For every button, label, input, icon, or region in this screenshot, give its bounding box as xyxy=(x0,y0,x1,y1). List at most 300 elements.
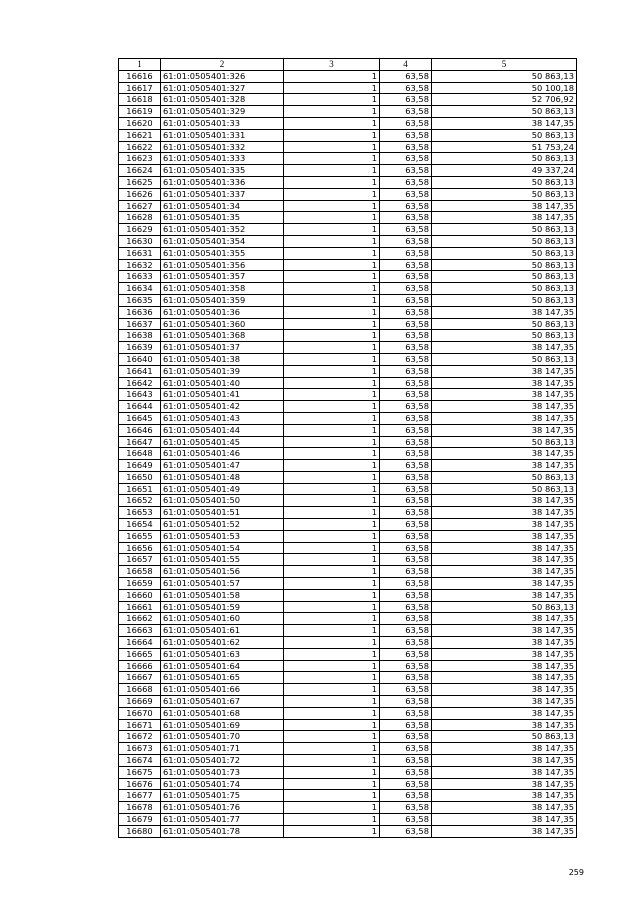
area-cell: 63,58 xyxy=(380,542,432,554)
count-cell: 1 xyxy=(284,684,380,696)
count-cell: 1 xyxy=(284,743,380,755)
value-cell: 50 863,13 xyxy=(432,259,577,271)
table-row xyxy=(119,424,577,436)
count-cell: 1 xyxy=(284,814,380,826)
count-cell: 1 xyxy=(284,377,380,389)
row-number-cell: 16659 xyxy=(119,578,161,590)
cadastral-number-cell: 61:01:0505401:45 xyxy=(161,436,284,448)
count-cell: 1 xyxy=(284,129,380,141)
cadastral-number-cell: 61:01:0505401:332 xyxy=(161,141,284,153)
row-number-cell: 16617 xyxy=(119,82,161,94)
table-row xyxy=(119,554,577,566)
table-row xyxy=(119,82,577,94)
cadastral-number-cell: 61:01:0505401:75 xyxy=(161,790,284,802)
cadastral-number-cell: 61:01:0505401:48 xyxy=(161,471,284,483)
cadastral-number-cell: 61:01:0505401:41 xyxy=(161,389,284,401)
count-cell: 1 xyxy=(284,601,380,613)
table-row xyxy=(119,578,577,590)
row-number-cell: 16637 xyxy=(119,318,161,330)
cadastral-number-cell: 61:01:0505401:64 xyxy=(161,660,284,672)
cadastral-number-cell: 61:01:0505401:368 xyxy=(161,330,284,342)
area-cell: 63,58 xyxy=(380,188,432,200)
table-row xyxy=(119,70,577,82)
row-number-cell: 16636 xyxy=(119,306,161,318)
row-number-cell: 16679 xyxy=(119,814,161,826)
table-row xyxy=(119,625,577,637)
cadastral-number-cell: 61:01:0505401:60 xyxy=(161,613,284,625)
value-cell: 50 863,13 xyxy=(432,601,577,613)
cadastral-number-cell: 61:01:0505401:46 xyxy=(161,448,284,460)
count-cell: 1 xyxy=(284,613,380,625)
table-row xyxy=(119,601,577,613)
value-cell: 38 147,35 xyxy=(432,802,577,814)
area-cell: 63,58 xyxy=(380,342,432,354)
row-number-cell: 16665 xyxy=(119,648,161,660)
value-cell: 38 147,35 xyxy=(432,578,577,590)
row-number-cell: 16616 xyxy=(119,70,161,82)
cadastral-number-cell: 61:01:0505401:326 xyxy=(161,70,284,82)
value-cell: 50 863,13 xyxy=(432,436,577,448)
count-cell: 1 xyxy=(284,637,380,649)
row-number-cell: 16630 xyxy=(119,235,161,247)
value-cell: 38 147,35 xyxy=(432,448,577,460)
row-number-cell: 16646 xyxy=(119,424,161,436)
value-cell: 49 337,24 xyxy=(432,165,577,177)
row-number-cell: 16619 xyxy=(119,106,161,118)
table-row xyxy=(119,660,577,672)
count-cell: 1 xyxy=(284,283,380,295)
area-cell: 63,58 xyxy=(380,141,432,153)
table-row xyxy=(119,778,577,790)
value-cell: 50 863,13 xyxy=(432,330,577,342)
area-cell: 63,58 xyxy=(380,660,432,672)
value-cell: 50 100,18 xyxy=(432,82,577,94)
cadastral-number-cell: 61:01:0505401:51 xyxy=(161,507,284,519)
table-row xyxy=(119,707,577,719)
area-cell: 63,58 xyxy=(380,283,432,295)
table-row xyxy=(119,507,577,519)
table-body xyxy=(119,70,577,837)
cadastral-number-cell: 61:01:0505401:76 xyxy=(161,802,284,814)
table-row xyxy=(119,589,577,601)
count-cell: 1 xyxy=(284,141,380,153)
table-row xyxy=(119,743,577,755)
cadastral-number-cell: 61:01:0505401:52 xyxy=(161,519,284,531)
column-header-2: 2 xyxy=(161,59,284,71)
area-cell: 63,58 xyxy=(380,578,432,590)
area-cell: 63,58 xyxy=(380,507,432,519)
table-row xyxy=(119,448,577,460)
row-number-cell: 16623 xyxy=(119,153,161,165)
table-row xyxy=(119,637,577,649)
cadastral-number-cell: 61:01:0505401:54 xyxy=(161,542,284,554)
cadastral-number-cell: 61:01:0505401:328 xyxy=(161,94,284,106)
table-row xyxy=(119,495,577,507)
cadastral-number-cell: 61:01:0505401:40 xyxy=(161,377,284,389)
row-number-cell: 16671 xyxy=(119,719,161,731)
count-cell: 1 xyxy=(284,696,380,708)
cadastral-number-cell: 61:01:0505401:37 xyxy=(161,342,284,354)
count-cell: 1 xyxy=(284,389,380,401)
count-cell: 1 xyxy=(284,625,380,637)
cadastral-number-cell: 61:01:0505401:50 xyxy=(161,495,284,507)
area-cell: 63,58 xyxy=(380,389,432,401)
count-cell: 1 xyxy=(284,790,380,802)
value-cell: 38 147,35 xyxy=(432,755,577,767)
area-cell: 63,58 xyxy=(380,460,432,472)
column-header-5: 5 xyxy=(432,59,577,71)
cadastral-number-cell: 61:01:0505401:327 xyxy=(161,82,284,94)
value-cell: 50 863,13 xyxy=(432,731,577,743)
row-number-cell: 16669 xyxy=(119,696,161,708)
table-row xyxy=(119,460,577,472)
area-cell: 63,58 xyxy=(380,495,432,507)
count-cell: 1 xyxy=(284,495,380,507)
count-cell: 1 xyxy=(284,507,380,519)
value-cell: 50 863,13 xyxy=(432,153,577,165)
table-row xyxy=(119,613,577,625)
area-cell: 63,58 xyxy=(380,129,432,141)
area-cell: 63,58 xyxy=(380,637,432,649)
row-number-cell: 16668 xyxy=(119,684,161,696)
count-cell: 1 xyxy=(284,212,380,224)
table-row xyxy=(119,365,577,377)
table-row xyxy=(119,389,577,401)
cadastral-number-cell: 61:01:0505401:59 xyxy=(161,601,284,613)
column-header-1: 1 xyxy=(119,59,161,71)
area-cell: 63,58 xyxy=(380,696,432,708)
count-cell: 1 xyxy=(284,731,380,743)
value-cell: 50 863,13 xyxy=(432,483,577,495)
area-cell: 63,58 xyxy=(380,235,432,247)
value-cell: 50 863,13 xyxy=(432,283,577,295)
row-number-cell: 16676 xyxy=(119,778,161,790)
row-number-cell: 16677 xyxy=(119,790,161,802)
table-row xyxy=(119,519,577,531)
table-row xyxy=(119,235,577,247)
area-cell: 63,58 xyxy=(380,294,432,306)
table-row xyxy=(119,294,577,306)
value-cell: 38 147,35 xyxy=(432,424,577,436)
table-row xyxy=(119,129,577,141)
area-cell: 63,58 xyxy=(380,471,432,483)
table-row xyxy=(119,176,577,188)
area-cell: 63,58 xyxy=(380,790,432,802)
count-cell: 1 xyxy=(284,330,380,342)
count-cell: 1 xyxy=(284,318,380,330)
row-number-cell: 16631 xyxy=(119,247,161,259)
value-cell: 38 147,35 xyxy=(432,401,577,413)
value-cell: 38 147,35 xyxy=(432,589,577,601)
row-number-cell: 16667 xyxy=(119,672,161,684)
count-cell: 1 xyxy=(284,648,380,660)
row-number-cell: 16641 xyxy=(119,365,161,377)
value-cell: 38 147,35 xyxy=(432,743,577,755)
count-cell: 1 xyxy=(284,766,380,778)
row-number-cell: 16657 xyxy=(119,554,161,566)
area-cell: 63,58 xyxy=(380,802,432,814)
table-row xyxy=(119,471,577,483)
count-cell: 1 xyxy=(284,660,380,672)
table-row xyxy=(119,755,577,767)
row-number-cell: 16635 xyxy=(119,294,161,306)
row-number-cell: 16655 xyxy=(119,530,161,542)
table-row xyxy=(119,696,577,708)
table-row xyxy=(119,188,577,200)
value-cell: 50 863,13 xyxy=(432,235,577,247)
table-row xyxy=(119,224,577,236)
count-cell: 1 xyxy=(284,94,380,106)
cadastral-number-cell: 61:01:0505401:359 xyxy=(161,294,284,306)
value-cell: 50 863,13 xyxy=(432,294,577,306)
cadastral-number-cell: 61:01:0505401:78 xyxy=(161,825,284,837)
area-cell: 63,58 xyxy=(380,82,432,94)
area-cell: 63,58 xyxy=(380,212,432,224)
cadastral-number-cell: 61:01:0505401:53 xyxy=(161,530,284,542)
row-number-cell: 16653 xyxy=(119,507,161,519)
table-row xyxy=(119,353,577,365)
area-cell: 63,58 xyxy=(380,412,432,424)
cadastral-number-cell: 61:01:0505401:38 xyxy=(161,353,284,365)
cadastral-number-cell: 61:01:0505401:358 xyxy=(161,283,284,295)
value-cell: 50 863,13 xyxy=(432,271,577,283)
value-cell: 50 863,13 xyxy=(432,129,577,141)
row-number-cell: 16652 xyxy=(119,495,161,507)
value-cell: 38 147,35 xyxy=(432,637,577,649)
row-number-cell: 16670 xyxy=(119,707,161,719)
row-number-cell: 16622 xyxy=(119,141,161,153)
cadastral-number-cell: 61:01:0505401:71 xyxy=(161,743,284,755)
row-number-cell: 16642 xyxy=(119,377,161,389)
data-table xyxy=(118,58,577,838)
area-cell: 63,58 xyxy=(380,778,432,790)
cadastral-number-cell: 61:01:0505401:355 xyxy=(161,247,284,259)
table-row xyxy=(119,825,577,837)
cadastral-number-cell: 61:01:0505401:49 xyxy=(161,483,284,495)
cadastral-number-cell: 61:01:0505401:331 xyxy=(161,129,284,141)
count-cell: 1 xyxy=(284,707,380,719)
count-cell: 1 xyxy=(284,165,380,177)
value-cell: 38 147,35 xyxy=(432,696,577,708)
cadastral-number-cell: 61:01:0505401:77 xyxy=(161,814,284,826)
table-row xyxy=(119,684,577,696)
count-cell: 1 xyxy=(284,82,380,94)
row-number-cell: 16645 xyxy=(119,412,161,424)
row-number-cell: 16661 xyxy=(119,601,161,613)
count-cell: 1 xyxy=(284,578,380,590)
area-cell: 63,58 xyxy=(380,554,432,566)
table-row xyxy=(119,814,577,826)
row-number-cell: 16643 xyxy=(119,389,161,401)
cadastral-number-cell: 61:01:0505401:42 xyxy=(161,401,284,413)
area-cell: 63,58 xyxy=(380,247,432,259)
row-number-cell: 16658 xyxy=(119,566,161,578)
value-cell: 50 863,13 xyxy=(432,188,577,200)
value-cell: 38 147,35 xyxy=(432,566,577,578)
row-number-cell: 16634 xyxy=(119,283,161,295)
value-cell: 38 147,35 xyxy=(432,613,577,625)
value-cell: 38 147,35 xyxy=(432,660,577,672)
table-row xyxy=(119,342,577,354)
count-cell: 1 xyxy=(284,554,380,566)
table-row xyxy=(119,719,577,731)
count-cell: 1 xyxy=(284,188,380,200)
value-cell: 50 863,13 xyxy=(432,224,577,236)
row-number-cell: 16672 xyxy=(119,731,161,743)
row-number-cell: 16625 xyxy=(119,176,161,188)
count-cell: 1 xyxy=(284,589,380,601)
area-cell: 63,58 xyxy=(380,436,432,448)
table-row xyxy=(119,318,577,330)
value-cell: 38 147,35 xyxy=(432,200,577,212)
cadastral-number-cell: 61:01:0505401:335 xyxy=(161,165,284,177)
count-cell: 1 xyxy=(284,401,380,413)
cadastral-number-cell: 61:01:0505401:39 xyxy=(161,365,284,377)
row-number-cell: 16666 xyxy=(119,660,161,672)
table-row xyxy=(119,259,577,271)
value-cell: 38 147,35 xyxy=(432,554,577,566)
table-row xyxy=(119,542,577,554)
area-cell: 63,58 xyxy=(380,766,432,778)
row-number-cell: 16620 xyxy=(119,117,161,129)
row-number-cell: 16624 xyxy=(119,165,161,177)
count-cell: 1 xyxy=(284,778,380,790)
area-cell: 63,58 xyxy=(380,259,432,271)
cadastral-number-cell: 61:01:0505401:72 xyxy=(161,755,284,767)
area-cell: 63,58 xyxy=(380,684,432,696)
area-cell: 63,58 xyxy=(380,200,432,212)
area-cell: 63,58 xyxy=(380,424,432,436)
value-cell: 50 863,13 xyxy=(432,318,577,330)
area-cell: 63,58 xyxy=(380,401,432,413)
table-row xyxy=(119,212,577,224)
row-number-cell: 16628 xyxy=(119,212,161,224)
row-number-cell: 16663 xyxy=(119,625,161,637)
page-number: 259 xyxy=(568,868,584,877)
row-number-cell: 16632 xyxy=(119,259,161,271)
area-cell: 63,58 xyxy=(380,176,432,188)
cadastral-number-cell: 61:01:0505401:57 xyxy=(161,578,284,590)
cadastral-number-cell: 61:01:0505401:354 xyxy=(161,235,284,247)
area-cell: 63,58 xyxy=(380,94,432,106)
count-cell: 1 xyxy=(284,802,380,814)
row-number-cell: 16633 xyxy=(119,271,161,283)
area-cell: 63,58 xyxy=(380,625,432,637)
area-cell: 63,58 xyxy=(380,448,432,460)
cadastral-number-cell: 61:01:0505401:70 xyxy=(161,731,284,743)
area-cell: 63,58 xyxy=(380,377,432,389)
value-cell: 38 147,35 xyxy=(432,648,577,660)
area-cell: 63,58 xyxy=(380,530,432,542)
table-row xyxy=(119,648,577,660)
count-cell: 1 xyxy=(284,755,380,767)
table-row xyxy=(119,566,577,578)
cadastral-number-cell: 61:01:0505401:333 xyxy=(161,153,284,165)
table-row xyxy=(119,330,577,342)
row-number-cell: 16664 xyxy=(119,637,161,649)
table-row xyxy=(119,141,577,153)
cadastral-number-cell: 61:01:0505401:352 xyxy=(161,224,284,236)
table-row xyxy=(119,106,577,118)
value-cell: 50 863,13 xyxy=(432,106,577,118)
table-row xyxy=(119,731,577,743)
count-cell: 1 xyxy=(284,342,380,354)
count-cell: 1 xyxy=(284,106,380,118)
cadastral-number-cell: 61:01:0505401:336 xyxy=(161,176,284,188)
area-cell: 63,58 xyxy=(380,707,432,719)
count-cell: 1 xyxy=(284,436,380,448)
table-row xyxy=(119,247,577,259)
row-number-cell: 16638 xyxy=(119,330,161,342)
area-cell: 63,58 xyxy=(380,271,432,283)
count-cell: 1 xyxy=(284,153,380,165)
value-cell: 38 147,35 xyxy=(432,790,577,802)
value-cell: 38 147,35 xyxy=(432,212,577,224)
count-cell: 1 xyxy=(284,224,380,236)
area-cell: 63,58 xyxy=(380,589,432,601)
value-cell: 38 147,35 xyxy=(432,342,577,354)
column-header-3: 3 xyxy=(284,59,380,71)
table-row xyxy=(119,802,577,814)
value-cell: 50 863,13 xyxy=(432,471,577,483)
count-cell: 1 xyxy=(284,460,380,472)
cadastral-number-cell: 61:01:0505401:58 xyxy=(161,589,284,601)
table-row xyxy=(119,165,577,177)
value-cell: 38 147,35 xyxy=(432,117,577,129)
row-number-cell: 16629 xyxy=(119,224,161,236)
cadastral-number-cell: 61:01:0505401:68 xyxy=(161,707,284,719)
row-number-cell: 16674 xyxy=(119,755,161,767)
table-row xyxy=(119,377,577,389)
count-cell: 1 xyxy=(284,719,380,731)
value-cell: 51 753,24 xyxy=(432,141,577,153)
table-row xyxy=(119,401,577,413)
value-cell: 38 147,35 xyxy=(432,389,577,401)
table-row xyxy=(119,283,577,295)
area-cell: 63,58 xyxy=(380,613,432,625)
value-cell: 38 147,35 xyxy=(432,460,577,472)
cadastral-number-cell: 61:01:0505401:61 xyxy=(161,625,284,637)
area-cell: 63,58 xyxy=(380,483,432,495)
table-row xyxy=(119,766,577,778)
value-cell: 38 147,35 xyxy=(432,778,577,790)
count-cell: 1 xyxy=(284,117,380,129)
cadastral-number-cell: 61:01:0505401:74 xyxy=(161,778,284,790)
value-cell: 38 147,35 xyxy=(432,542,577,554)
table-row xyxy=(119,483,577,495)
area-cell: 63,58 xyxy=(380,755,432,767)
area-cell: 63,58 xyxy=(380,353,432,365)
cadastral-number-cell: 61:01:0505401:43 xyxy=(161,412,284,424)
cadastral-number-cell: 61:01:0505401:356 xyxy=(161,259,284,271)
value-cell: 38 147,35 xyxy=(432,672,577,684)
value-cell: 38 147,35 xyxy=(432,306,577,318)
row-number-cell: 16675 xyxy=(119,766,161,778)
count-cell: 1 xyxy=(284,247,380,259)
value-cell: 38 147,35 xyxy=(432,719,577,731)
count-cell: 1 xyxy=(284,70,380,82)
area-cell: 63,58 xyxy=(380,153,432,165)
value-cell: 52 706,92 xyxy=(432,94,577,106)
area-cell: 63,58 xyxy=(380,306,432,318)
cadastral-number-cell: 61:01:0505401:36 xyxy=(161,306,284,318)
value-cell: 38 147,35 xyxy=(432,519,577,531)
area-cell: 63,58 xyxy=(380,117,432,129)
area-cell: 63,58 xyxy=(380,224,432,236)
area-cell: 63,58 xyxy=(380,743,432,755)
count-cell: 1 xyxy=(284,542,380,554)
area-cell: 63,58 xyxy=(380,165,432,177)
